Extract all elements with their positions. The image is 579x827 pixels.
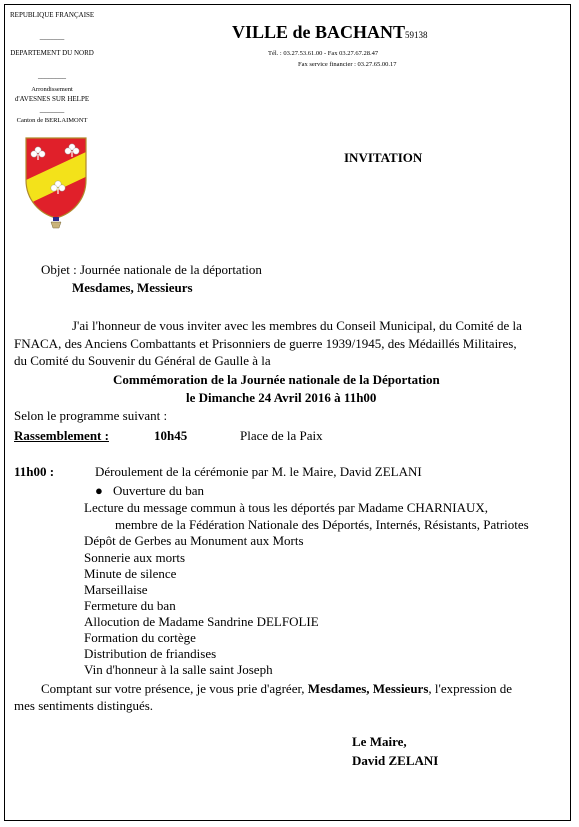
signature-name: David ZELANI xyxy=(352,753,439,768)
ceremony-intro: Déroulement de la cérémonie par M. le Maire, David ZELANI xyxy=(95,464,422,479)
ceremony-time: 11h00 : xyxy=(14,464,55,479)
body-line-2: FNACA, des Anciens Combattants et Prisonniers de guerre 1939/1945, des Médaillés Militaires, xyxy=(14,336,517,351)
arrondissement-name: d'AVESNES SUR HELPE xyxy=(14,95,90,103)
schedule-item: Minute de silence xyxy=(84,566,177,581)
schedule-item: membre de la Fédération Nationale des Déportés, Internés, Résistants, Patriotes xyxy=(115,517,529,532)
coat-of-arms-icon xyxy=(22,134,90,230)
body-line-1: J'ai l'honneur de vous inviter avec les membres du Conseil Municipal, du Comité de la xyxy=(72,318,522,333)
salutation: Mesdames, Messieurs xyxy=(72,280,193,295)
header-separator: _______ xyxy=(39,106,65,114)
schedule-item: Vin d'honneur à la salle saint Joseph xyxy=(84,662,273,677)
schedule-item: Sonnerie aux morts xyxy=(84,550,186,565)
closing-text-end: , l'expression de xyxy=(428,681,512,696)
schedule-item: Lecture du message commun à tous les déportés par Madame CHARNIAUX, xyxy=(84,500,488,515)
departement-label: DEPARTEMENT DU NORD xyxy=(10,49,94,57)
closing-line-2: mes sentiments distingués. xyxy=(14,698,154,713)
postcode: 59138 xyxy=(405,30,428,40)
header-separator: ________ xyxy=(38,72,66,80)
schedule-item: Distribution de friandises xyxy=(84,646,217,661)
document-title: INVITATION xyxy=(344,150,423,165)
arrondissement-label: Arrondissement xyxy=(31,86,73,93)
event-title: Commémoration de la Journée nationale de la Déportation xyxy=(113,372,440,387)
schedule-item: Formation du cortège xyxy=(84,630,196,645)
closing-text: Comptant sur votre présence, je vous prie d'agréer, xyxy=(41,681,308,696)
body-line-3: du Comité du Souvenir du Général de Gaulle à la xyxy=(14,353,271,368)
closing-line-1 xyxy=(41,681,512,697)
event-date: le Dimanche 24 Avril 2016 à 11h00 xyxy=(186,390,377,405)
town-title: VILLE de BACHANT xyxy=(232,22,406,42)
schedule-item: Dépôt de Gerbes au Monument aux Morts xyxy=(84,533,304,548)
bullet-icon: ● xyxy=(95,483,103,498)
phone-fax-line: Tél. : 03.27.53.61.00 - Fax 03.27.67.28.47 xyxy=(268,50,379,57)
schedule-item: Allocution de Madame Sandrine DELFOLIE xyxy=(84,614,319,629)
signature-title: Le Maire, xyxy=(352,734,407,749)
canton-label: Canton de BERLAIMONT xyxy=(16,117,88,124)
schedule-item: Marseillaise xyxy=(84,582,148,597)
object-line: Objet : Journée nationale de la déportation xyxy=(41,262,262,277)
republique-label: REPUBLIQUE FRANÇAISE xyxy=(10,11,95,19)
rassemblement-place: Place de la Paix xyxy=(240,428,323,443)
header-separator: _______ xyxy=(39,33,65,41)
town-name xyxy=(232,22,428,43)
rassemblement-time: 10h45 xyxy=(154,428,188,443)
rassemblement-label: Rassemblement : xyxy=(14,428,109,443)
fax-service-line: Fax service financier : 03.27.65.00.17 xyxy=(298,61,397,68)
closing-salutation: Mesdames, Messieurs xyxy=(307,681,429,696)
programme-intro: Selon le programme suivant : xyxy=(14,408,168,423)
schedule-item: Fermeture du ban xyxy=(84,598,176,613)
schedule-bullet-item: Ouverture du ban xyxy=(113,483,204,498)
